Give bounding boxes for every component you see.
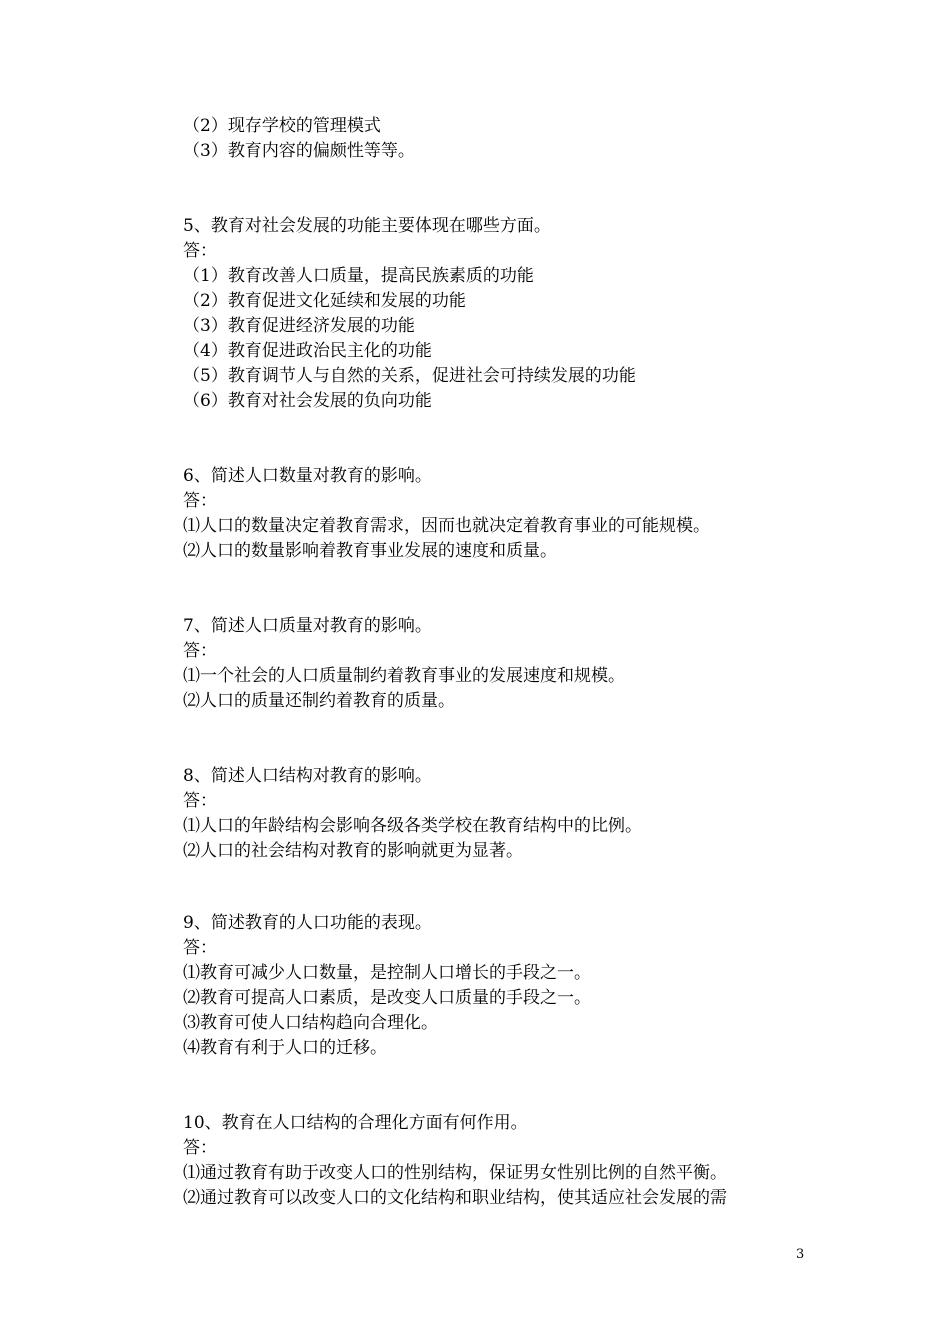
list-item: ⑴教育可减少人口数量，是控制人口增长的手段之一。 xyxy=(183,963,591,983)
question-title: 10、教育在人口结构的合理化方面有何作用。 xyxy=(183,1113,528,1133)
list-item: ⑷教育有利于人口的迁移。 xyxy=(183,1038,387,1058)
list-item: （5）教育调节人与自然的关系，促进社会可持续发展的功能 xyxy=(183,366,636,386)
answer-label: 答： xyxy=(183,1138,217,1158)
list-item: （3）教育促进经济发展的功能 xyxy=(183,316,415,336)
list-item: ⑵通过教育可以改变人口的文化结构和职业结构，使其适应社会发展的需 xyxy=(183,1188,727,1208)
question-title: 9、简述教育的人口功能的表现。 xyxy=(183,913,432,933)
list-item: ⑴人口的年龄结构会影响各级各类学校在教育结构中的比例。 xyxy=(183,816,642,836)
list-item: ⑵教育可提高人口素质，是改变人口质量的手段之一。 xyxy=(183,988,591,1008)
page-number: 3 xyxy=(796,1247,805,1262)
question-title: 5、教育对社会发展的功能主要体现在哪些方面。 xyxy=(183,216,551,236)
list-item: ⑴一个社会的人口质量制约着教育事业的发展速度和规模。 xyxy=(183,666,625,686)
answer-label: 答： xyxy=(183,791,217,811)
list-item: （3）教育内容的偏颇性等等。 xyxy=(183,141,415,161)
answer-label: 答： xyxy=(183,491,217,511)
question-title: 7、简述人口质量对教育的影响。 xyxy=(183,616,432,636)
answer-label: 答： xyxy=(183,938,217,958)
list-item: ⑴通过教育有助于改变人口的性别结构，保证男女性别比例的自然平衡。 xyxy=(183,1163,727,1183)
answer-label: 答： xyxy=(183,241,217,261)
answer-label: 答： xyxy=(183,641,217,661)
list-item: ⑴人口的数量决定着教育需求，因而也就决定着教育事业的可能规模。 xyxy=(183,516,710,536)
list-item: （4）教育促进政治民主化的功能 xyxy=(183,341,432,361)
list-item: ⑶教育可使人口结构趋向合理化。 xyxy=(183,1013,438,1033)
question-title: 6、简述人口数量对教育的影响。 xyxy=(183,466,432,486)
list-item: ⑵人口的数量影响着教育事业发展的速度和质量。 xyxy=(183,541,557,561)
list-item: （2）教育促进文化延续和发展的功能 xyxy=(183,291,466,311)
list-item: ⑵人口的质量还制约着教育的质量。 xyxy=(183,691,455,711)
list-item: （6）教育对社会发展的负向功能 xyxy=(183,391,432,411)
list-item: （2）现存学校的管理模式 xyxy=(183,116,381,136)
question-title: 8、简述人口结构对教育的影响。 xyxy=(183,766,432,786)
list-item: ⑵人口的社会结构对教育的影响就更为显著。 xyxy=(183,841,523,861)
list-item: （1）教育改善人口质量，提高民族素质的功能 xyxy=(183,266,534,286)
